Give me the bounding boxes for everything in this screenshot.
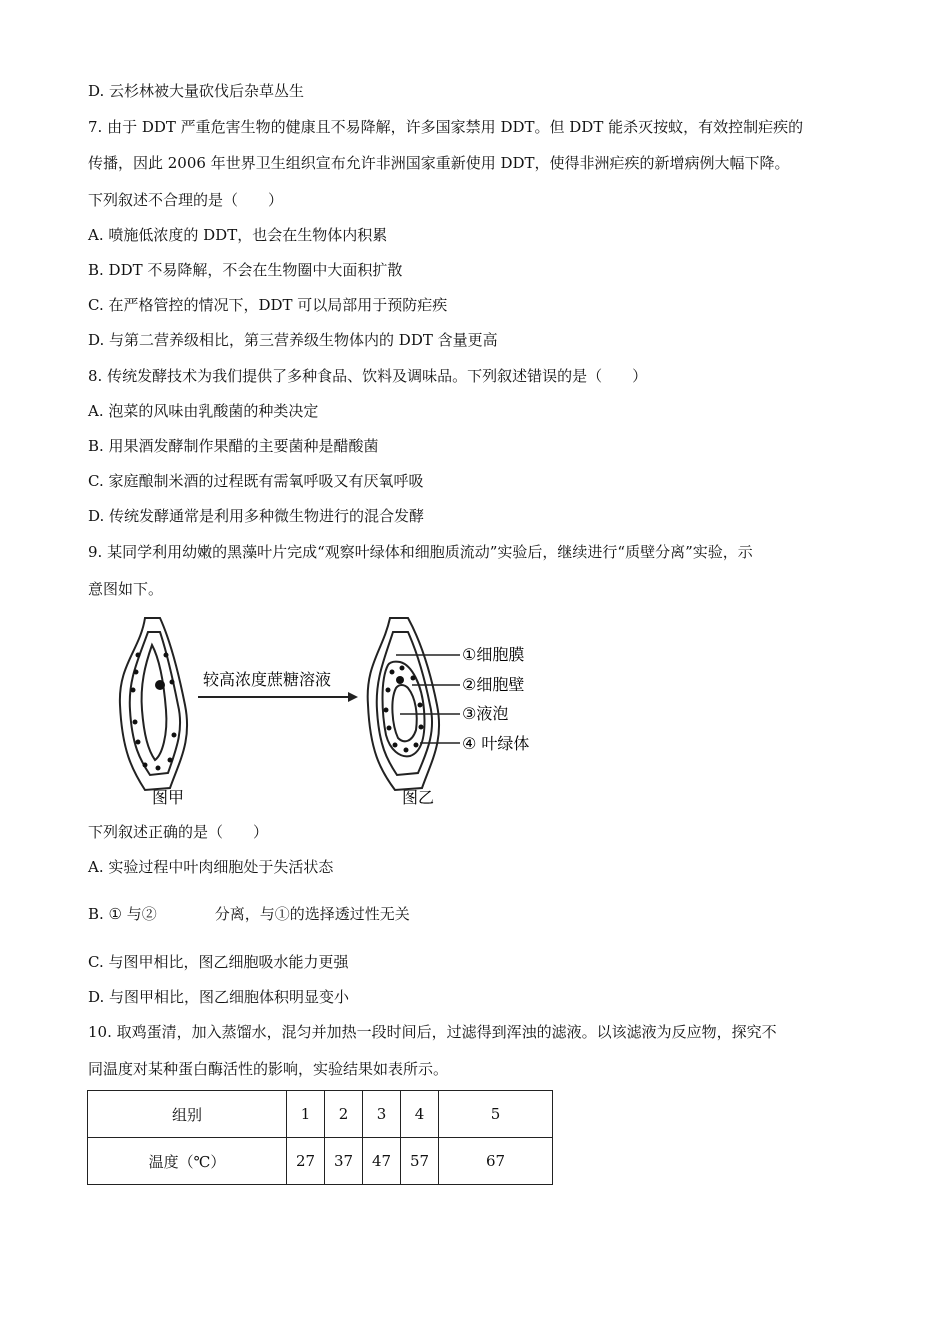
table-cell: 67	[439, 1138, 553, 1185]
caption-yi: 图乙	[402, 788, 435, 807]
label-cell-membrane: ①细胞膜	[462, 645, 525, 664]
q6-option-d: D. 云杉林被大量砍伐后杂草丛生	[88, 82, 305, 100]
chloroplasts-yi	[384, 666, 424, 753]
table-cell: 2	[325, 1091, 363, 1138]
table-cell: 27	[287, 1138, 325, 1185]
q9-question: 下列叙述正确的是（ ）	[88, 823, 269, 841]
temperature-table	[87, 1090, 553, 1185]
q9-stem-line1: 9. 某同学利用幼嫩的黑藻叶片完成“观察叶绿体和细胞质流动”实验后，继续进行“质壁分离”实验，示	[88, 543, 753, 561]
table-row	[88, 1138, 553, 1185]
table-cell: 3	[363, 1091, 401, 1138]
q7-option-a: A. 喷施低浓度的 DDT，也会在生物体内积累	[88, 226, 388, 244]
cell-yi	[368, 618, 439, 790]
label-chloroplast: ④ 叶绿体	[462, 734, 530, 753]
q9-stem-line2: 意图如下。	[88, 580, 164, 598]
table-cell: 组别	[88, 1091, 287, 1138]
q9-option-b-part2: 分离，与①的选择透过性无关	[214, 905, 410, 923]
q8-option-a: A. 泡菜的风味由乳酸菌的种类决定	[88, 402, 319, 420]
q7-stem-line2: 传播，因此 2006 年世界卫生组织宣布允许非洲国家重新使用 DDT，使得非洲疟疾的新增病例大幅下降。	[88, 154, 790, 172]
table-cell: 57	[401, 1138, 439, 1185]
q10-stem-line1: 10. 取鸡蛋清，加入蒸馏水，混匀并加热一段时间后，过滤得到浑浊的滤液。以该滤液为反应物，探究不	[88, 1023, 777, 1041]
arrow-label: 较高浓度蔗糖溶液	[203, 670, 332, 689]
q9-option-c: C. 与图甲相比，图乙细胞吸水能力更强	[88, 953, 349, 971]
caption-jia: 图甲	[152, 788, 185, 807]
table-cell: 37	[325, 1138, 363, 1185]
table-cell: 1	[287, 1091, 325, 1138]
table-cell: 4	[401, 1091, 439, 1138]
q9-option-d: D. 与图甲相比，图乙细胞体积明显变小	[88, 988, 350, 1006]
table-cell: 47	[363, 1138, 401, 1185]
label-vacuole: ③液泡	[462, 704, 509, 723]
q7-option-c: C. 在严格管控的情况下，DDT 可以局部用于预防疟疾	[88, 296, 448, 314]
q8-stem: 8. 传统发酵技术为我们提供了多种食品、饮料及调味品。下列叙述错误的是（ ）	[88, 367, 648, 385]
q9-option-b	[88, 904, 410, 924]
label-cell-wall: ②细胞壁	[462, 675, 525, 694]
q8-option-c: C. 家庭酿制米酒的过程既有需氧呼吸又有厌氧呼吸	[88, 472, 424, 490]
q8-option-b: B. 用果酒发酵制作果醋的主要菌种是醋酸菌	[88, 437, 379, 455]
q7-question: 下列叙述不合理的是（ ）	[88, 191, 284, 209]
q10-stem-line2: 同温度对某种蛋白酶活性的影响，实验结果如表所示。	[88, 1060, 449, 1078]
plasmolysis-diagram	[100, 610, 560, 810]
cell-jia	[120, 618, 187, 790]
table-row	[88, 1091, 553, 1138]
table-cell: 5	[439, 1091, 553, 1138]
q9-option-a: A. 实验过程中叶肉细胞处于失活状态	[88, 858, 334, 876]
q8-option-d: D. 传统发酵通常是利用多种微生物进行的混合发酵	[88, 507, 425, 525]
q7-option-d: D. 与第二营养级相比，第三营养级生物体内的 DDT 含量更高	[88, 331, 498, 349]
q9-option-b-part1: B. ① 与②	[88, 905, 157, 923]
q7-stem-line1: 7. 由于 DDT 严重危害生物的健康且不易降解，许多国家禁用 DDT。但 DDT 能杀灭按蚊，有效控制疟疾的	[88, 118, 804, 136]
q7-option-b: B. DDT 不易降解，不会在生物圈中大面积扩散	[88, 261, 403, 279]
table-cell: 温度（℃）	[88, 1138, 287, 1185]
